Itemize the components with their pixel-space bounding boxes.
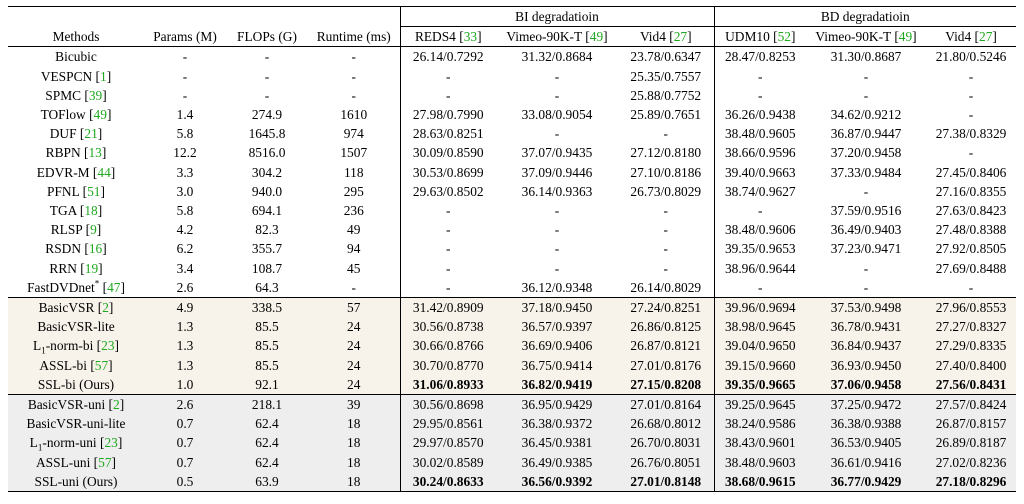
- bd-vimeo-cell: -: [863, 279, 869, 295]
- bd-udm10-cell: 39.35/0.9653: [714, 239, 806, 258]
- bd-vimeo-cell: 36.84/0.9437: [806, 336, 926, 355]
- params-cell: 3.0: [176, 183, 194, 199]
- method-name-cell: $L_1-norm$-uni [23]: [8, 433, 144, 452]
- bd-vid4-cell: 21.80/0.5246: [935, 49, 1007, 65]
- method-name-cell: Bicubic: [55, 49, 97, 65]
- bd-udm10-cell: -: [714, 67, 806, 86]
- bd-vid4-cell: 27.38/0.8329: [935, 126, 1007, 142]
- results-table: [8, 6, 1016, 492]
- bd-vimeo-cell: 36.61/0.9416: [806, 453, 926, 472]
- citation-link[interactable]: 23: [104, 435, 118, 451]
- params-cell: 5.8: [176, 203, 194, 219]
- flops-cell: 338.5: [226, 298, 308, 318]
- table-row: [8, 105, 1016, 124]
- flops-cell: 274.9: [251, 107, 283, 123]
- runtime-cell: 18: [308, 433, 400, 452]
- col-params: Params (M): [144, 27, 226, 47]
- table-row: [8, 143, 1016, 162]
- flops-cell: 218.1: [226, 395, 308, 415]
- bi-vid4-cell: 26.87/0.8121: [618, 336, 714, 355]
- params-cell: 3.4: [176, 260, 194, 276]
- bi-vimeo-cell: -: [554, 87, 560, 103]
- bi-vid4-cell: 27.01/0.8148: [618, 472, 714, 492]
- params-cell: 0.7: [144, 414, 226, 433]
- citation-link[interactable]: 57: [94, 357, 109, 373]
- bd-vid4-cell: -: [968, 87, 974, 103]
- bi-vid4-cell: 25.35/0.7557: [630, 68, 702, 84]
- bi-vid4-cell: -: [663, 260, 668, 276]
- citation-link[interactable]: 47: [107, 279, 121, 295]
- runtime-cell: 24: [308, 375, 400, 395]
- method-name-cell: SPMC [39]: [45, 87, 107, 103]
- table-row: [8, 182, 1016, 201]
- citation-link[interactable]: 39: [88, 87, 103, 103]
- flops-cell: -: [264, 68, 270, 84]
- flops-cell: 8516.0: [248, 145, 286, 161]
- col-bd-vimeo: Vimeo-90K-T [49]: [806, 27, 926, 47]
- citation-link[interactable]: 2: [102, 300, 109, 316]
- method-name-cell: SSL-uni (Ours): [8, 472, 144, 492]
- table-row: [8, 86, 1016, 105]
- method-name-cell: FastDVDnet* [47]: [27, 278, 125, 295]
- bi-vimeo-cell: 36.82/0.9419: [496, 375, 618, 395]
- flops-cell: 940.0: [251, 183, 283, 199]
- bi-vid4-cell: 27.12/0.8180: [630, 145, 702, 161]
- bd-vimeo-cell: 37.59/0.9516: [830, 203, 902, 219]
- bi-reds4-cell: 30.56/0.8698: [400, 395, 496, 415]
- citation-link[interactable]: 44: [97, 164, 111, 180]
- bi-reds4-cell: 30.09/0.8590: [400, 143, 496, 162]
- runtime-cell: 49: [347, 222, 361, 238]
- bi-vimeo-cell: 36.57/0.9397: [496, 317, 618, 336]
- runtime-cell: 94: [347, 241, 361, 257]
- citation-link[interactable]: 21: [84, 126, 98, 142]
- method-name-cell: SSL-bi (Ours): [8, 375, 144, 395]
- bd-vimeo-cell: -: [863, 68, 869, 84]
- runtime-cell: -: [351, 68, 356, 84]
- bi-reds4-cell: 30.02/0.8589: [400, 453, 496, 472]
- bd-vimeo-cell: 37.53/0.9498: [806, 298, 926, 318]
- bi-vimeo-cell: 37.07/0.9435: [521, 145, 593, 161]
- method-name-cell: EDVR-M [44]: [36, 164, 116, 180]
- table-row: [8, 278, 1016, 298]
- bd-vid4-cell: -: [968, 279, 974, 295]
- bd-vimeo-cell: 36.53/0.9405: [806, 433, 926, 452]
- bi-vid4-cell: 27.01/0.8176: [618, 356, 714, 375]
- bi-reds4-cell: -: [400, 220, 496, 239]
- citation-link[interactable]: 23: [101, 338, 115, 354]
- runtime-cell: 236: [343, 203, 364, 219]
- bi-vid4-cell: 26.73/0.8029: [630, 183, 702, 199]
- method-name-cell: RLSP [9]: [50, 222, 102, 238]
- method-name-cell: RSDN [16]: [45, 241, 107, 257]
- bd-vimeo-cell: 37.33/0.9484: [830, 164, 902, 180]
- flops-cell: 85.5: [226, 356, 308, 375]
- bi-vimeo-cell: -: [554, 241, 560, 257]
- bi-vimeo-cell: -: [554, 260, 560, 276]
- bi-group-header: BI degradatioin: [400, 7, 714, 27]
- bd-udm10-cell: 28.47/0.8253: [714, 47, 806, 67]
- citation-link[interactable]: 49: [93, 107, 107, 123]
- bd-vid4-cell: 27.02/0.8236: [926, 453, 1016, 472]
- bi-vid4-cell: 27.24/0.8251: [618, 298, 714, 318]
- bi-reds4-cell: -: [400, 239, 496, 258]
- bi-reds4-cell: 29.97/0.8570: [400, 433, 496, 452]
- bi-reds4-cell: 30.53/0.8699: [400, 163, 496, 182]
- table-row: [8, 259, 1016, 278]
- table-row: [8, 163, 1016, 182]
- bi-vimeo-cell: 36.14/0.9363: [521, 183, 593, 199]
- bi-vid4-cell: -: [663, 126, 668, 142]
- flops-cell: -: [264, 87, 270, 103]
- uni-variant-row: [8, 472, 1016, 492]
- bi-vimeo-cell: 36.49/0.9385: [496, 453, 618, 472]
- bd-vimeo-cell: 31.30/0.8687: [830, 49, 902, 65]
- method-name-cell: ASSL-bi [57]: [8, 356, 144, 375]
- params-cell: -: [182, 68, 188, 84]
- bd-vimeo-cell: 36.78/0.9431: [806, 317, 926, 336]
- bd-vid4-cell: 26.87/0.8157: [926, 414, 1016, 433]
- bi-reds4-cell: 26.14/0.7292: [400, 47, 496, 67]
- col-methods: Methods: [8, 27, 144, 47]
- bd-vid4-cell: 27.63/0.8423: [935, 203, 1007, 219]
- citation-link[interactable]: 9: [90, 222, 97, 238]
- bd-vimeo-cell: 36.93/0.9450: [806, 356, 926, 375]
- runtime-cell: -: [351, 49, 356, 65]
- bd-group-header: BD degradatioin: [714, 7, 1016, 27]
- bd-vid4-cell: 27.48/0.8388: [935, 222, 1007, 238]
- bi-reds4-cell: 29.63/0.8502: [400, 182, 496, 201]
- bi-vid4-cell: 27.15/0.8208: [618, 375, 714, 395]
- bi-vid4-cell: -: [663, 222, 668, 238]
- bi-variant-row: [8, 356, 1016, 375]
- params-cell: 1.4: [176, 107, 194, 123]
- bd-vid4-cell: 27.18/0.8296: [926, 472, 1016, 492]
- citation-link[interactable]: 19: [84, 260, 99, 276]
- method-name-cell: VESPCN [1]: [40, 68, 112, 84]
- runtime-cell: 295: [343, 183, 364, 199]
- table-row: [8, 201, 1016, 220]
- runtime-cell: 24: [308, 317, 400, 336]
- table-row: [8, 67, 1016, 86]
- bd-udm10-cell: 36.26/0.9438: [714, 105, 806, 124]
- bd-vid4-cell: 27.69/0.8488: [935, 260, 1007, 276]
- col-bi-vid4: Vid4 [27]: [618, 27, 714, 47]
- bi-vimeo-cell: 37.18/0.9450: [496, 298, 618, 318]
- runtime-cell: 24: [308, 336, 400, 355]
- bd-udm10-cell: 39.25/0.9645: [714, 395, 806, 415]
- method-name-cell: DUF [21]: [49, 126, 103, 142]
- col-bi-vimeo: Vimeo-90K-T [49]: [496, 27, 618, 47]
- bd-udm10-cell: 38.48/0.9603: [714, 453, 806, 472]
- runtime-cell: 974: [343, 126, 364, 142]
- table-row: [8, 239, 1016, 258]
- citation-link[interactable]: 51: [87, 183, 101, 199]
- flops-cell: 304.2: [251, 164, 283, 180]
- bd-udm10-cell: 38.98/0.9645: [714, 317, 806, 336]
- uni-variant-row: [8, 453, 1016, 472]
- flops-cell: 63.9: [226, 472, 308, 492]
- bi-vid4-cell: 26.76/0.8051: [618, 453, 714, 472]
- params-cell: 0.7: [144, 453, 226, 472]
- bi-vimeo-cell: 36.69/0.9406: [496, 336, 618, 355]
- bd-vimeo-cell: -: [863, 260, 869, 276]
- bd-udm10-cell: 39.15/0.9660: [714, 356, 806, 375]
- runtime-cell: 45: [347, 260, 361, 276]
- bi-vid4-cell: 23.78/0.6347: [630, 49, 702, 65]
- params-cell: 4.9: [144, 298, 226, 318]
- runtime-cell: 1507: [340, 145, 368, 161]
- table-row: [8, 220, 1016, 239]
- bi-reds4-cell: 30.56/0.8738: [400, 317, 496, 336]
- flops-cell: 92.1: [226, 375, 308, 395]
- bd-vid4-cell: 27.92/0.8505: [935, 241, 1007, 257]
- params-cell: 1.3: [144, 317, 226, 336]
- method-name-cell: BasicVSR [2]: [8, 298, 144, 318]
- bd-udm10-cell: 39.96/0.9694: [714, 298, 806, 318]
- bd-udm10-cell: -: [714, 201, 806, 220]
- bd-udm10-cell: 38.48/0.9606: [714, 220, 806, 239]
- bi-vid4-cell: 26.14/0.8029: [630, 279, 702, 295]
- bd-vimeo-cell: 37.25/0.9472: [806, 395, 926, 415]
- bi-vimeo-cell: 36.95/0.9429: [496, 395, 618, 415]
- bd-vimeo-cell: 36.77/0.9429: [806, 472, 926, 492]
- bd-udm10-cell: 38.48/0.9605: [714, 124, 806, 143]
- bi-variant-row: [8, 336, 1016, 355]
- bd-udm10-cell: -: [714, 86, 806, 105]
- bd-vimeo-cell: -: [863, 87, 869, 103]
- runtime-cell: 118: [343, 164, 364, 180]
- citation-link[interactable]: 2: [113, 397, 120, 413]
- bi-reds4-cell: 31.42/0.8909: [400, 298, 496, 318]
- bi-vid4-cell: 25.88/0.7752: [630, 87, 702, 103]
- bd-vid4-cell: -: [968, 107, 974, 123]
- bi-vid4-cell: 26.70/0.8031: [618, 433, 714, 452]
- runtime-cell: 1610: [340, 107, 368, 123]
- runtime-cell: -: [351, 279, 356, 295]
- bi-reds4-cell: 30.70/0.8770: [400, 356, 496, 375]
- group-header-row: [8, 7, 1016, 27]
- method-name-cell: PFNL [51]: [47, 183, 105, 199]
- method-name-cell: ASSL-uni [57]: [8, 453, 144, 472]
- params-cell: 1.0: [144, 375, 226, 395]
- runtime-cell: 18: [308, 414, 400, 433]
- bd-vid4-cell: 27.56/0.8431: [926, 375, 1016, 395]
- bd-vimeo-cell: 34.62/0.9212: [830, 107, 902, 123]
- bi-vimeo-cell: 36.45/0.9381: [496, 433, 618, 452]
- bi-reds4-cell: 31.06/0.8933: [400, 375, 496, 395]
- citation-link[interactable]: 18: [84, 203, 98, 219]
- flops-cell: 62.4: [226, 453, 308, 472]
- bd-udm10-cell: 39.04/0.9650: [714, 336, 806, 355]
- uni-variant-row: [8, 395, 1016, 415]
- flops-cell: 64.3: [255, 279, 279, 295]
- params-cell: 2.6: [144, 395, 226, 415]
- uni-variant-row: [8, 414, 1016, 433]
- table-row: [8, 47, 1016, 67]
- method-name-cell: BasicVSR-uni-lite: [8, 414, 144, 433]
- bi-vimeo-cell: -: [554, 203, 560, 219]
- bd-vid4-cell: -: [968, 68, 974, 84]
- method-name-cell: RRN [19]: [49, 260, 103, 276]
- flops-cell: 355.7: [251, 241, 283, 257]
- params-cell: 12.2: [173, 145, 197, 161]
- runtime-cell: 24: [308, 356, 400, 375]
- runtime-cell: 18: [308, 472, 400, 492]
- bd-vimeo-cell: 37.23/0.9471: [830, 241, 902, 257]
- bi-vid4-cell: -: [663, 241, 668, 257]
- method-name-cell: $L_1-norm-bi$ [23]: [8, 336, 144, 355]
- bi-reds4-cell: 30.24/0.8633: [400, 472, 496, 492]
- bi-reds4-cell: 27.98/0.7990: [400, 105, 496, 124]
- bd-vimeo-cell: 36.38/0.9388: [806, 414, 926, 433]
- col-runtime: Runtime (ms): [308, 27, 400, 47]
- bd-udm10-cell: -: [714, 278, 806, 298]
- bi-variant-row: [8, 375, 1016, 395]
- bd-vid4-cell: 27.57/0.8424: [926, 395, 1016, 415]
- bd-udm10-cell: 38.96/0.9644: [714, 259, 806, 278]
- bi-vimeo-cell: -: [554, 222, 560, 238]
- flops-cell: 108.7: [251, 260, 283, 276]
- bi-vimeo-cell: 31.32/0.8684: [521, 49, 593, 65]
- params-cell: 6.2: [176, 241, 194, 257]
- flops-cell: 85.5: [226, 336, 308, 355]
- bi-vimeo-cell: 36.12/0.9348: [521, 279, 593, 295]
- bi-reds4-cell: -: [400, 201, 496, 220]
- bd-vid4-cell: 27.29/0.8335: [926, 336, 1016, 355]
- bd-vimeo-cell: -: [863, 183, 869, 199]
- runtime-cell: 39: [308, 395, 400, 415]
- bd-vimeo-cell: 36.49/0.9403: [830, 222, 902, 238]
- bd-vid4-cell: 27.96/0.8553: [926, 298, 1016, 318]
- runtime-cell: -: [351, 87, 356, 103]
- params-cell: 4.2: [176, 222, 194, 238]
- params-cell: 5.8: [176, 126, 194, 142]
- bd-udm10-cell: 38.66/0.9596: [714, 143, 806, 162]
- bd-udm10-cell: 38.43/0.9601: [714, 433, 806, 452]
- citation-link[interactable]: 57: [98, 454, 112, 470]
- bd-vid4-cell: 26.89/0.8187: [926, 433, 1016, 452]
- method-name-cell: TGA [18]: [49, 203, 103, 219]
- bi-vimeo-cell: 37.09/0.9446: [521, 164, 593, 180]
- method-name-cell: BasicVSR-lite: [8, 317, 144, 336]
- method-name-cell: TOFlow [49]: [40, 107, 112, 123]
- uni-variant-row: [8, 433, 1016, 452]
- bi-vid4-cell: 26.68/0.8012: [618, 414, 714, 433]
- bi-vid4-cell: 27.01/0.8164: [618, 395, 714, 415]
- bd-udm10-cell: 39.40/0.9663: [714, 163, 806, 182]
- bi-vimeo-cell: 33.08/0.9054: [521, 107, 593, 123]
- citation-link[interactable]: 13: [88, 145, 102, 161]
- bi-vid4-cell: 27.10/0.8186: [630, 164, 702, 180]
- bi-vimeo-cell: 36.75/0.9414: [496, 356, 618, 375]
- bd-udm10-cell: 38.74/0.9627: [714, 182, 806, 201]
- bi-vid4-cell: -: [663, 203, 668, 219]
- bd-udm10-cell: 38.68/0.9615: [714, 472, 806, 492]
- table-row: [8, 124, 1016, 143]
- flops-cell: 1645.8: [248, 126, 286, 142]
- bi-variant-row: [8, 298, 1016, 318]
- bi-vimeo-cell: 36.56/0.9392: [496, 472, 618, 492]
- bd-vid4-cell: 27.45/0.8406: [935, 164, 1007, 180]
- bi-vimeo-cell: -: [554, 126, 560, 142]
- flops-cell: 85.5: [226, 317, 308, 336]
- flops-cell: 694.1: [251, 203, 283, 219]
- bi-reds4-cell: -: [400, 259, 496, 278]
- col-flops: FLOPs (G): [226, 27, 308, 47]
- method-name-cell: BasicVSR-uni [2]: [8, 395, 144, 415]
- bi-variant-row: [8, 317, 1016, 336]
- bd-udm10-cell: 38.24/0.9586: [714, 414, 806, 433]
- params-cell: 2.6: [176, 279, 194, 295]
- bi-vid4-cell: 26.86/0.8125: [618, 317, 714, 336]
- col-bi-reds4: REDS4 [33]: [400, 27, 496, 47]
- bd-vid4-cell: 27.16/0.8355: [935, 183, 1007, 199]
- flops-cell: 82.3: [255, 222, 279, 238]
- citation-link[interactable]: 16: [88, 241, 103, 257]
- bd-vimeo-cell: 36.87/0.9447: [830, 126, 902, 142]
- params-cell: -: [182, 87, 188, 103]
- bd-vid4-cell: 27.27/0.8327: [926, 317, 1016, 336]
- flops-cell: 62.4: [226, 433, 308, 452]
- col-bd-udm10: UDM10 [52]: [714, 27, 806, 47]
- bi-reds4-cell: 28.63/0.8251: [400, 124, 496, 143]
- flops-cell: -: [264, 49, 270, 65]
- bd-vimeo-cell: 37.20/0.9458: [830, 145, 902, 161]
- bi-reds4-cell: 29.95/0.8561: [400, 414, 496, 433]
- params-cell: 0.5: [144, 472, 226, 492]
- bi-reds4-cell: -: [400, 86, 496, 105]
- bd-vid4-cell: 27.40/0.8400: [926, 356, 1016, 375]
- bd-udm10-cell: 39.35/0.9665: [714, 375, 806, 395]
- results-table-container: [8, 6, 1016, 492]
- bi-vimeo-cell: 36.38/0.9372: [496, 414, 618, 433]
- flops-cell: 62.4: [226, 414, 308, 433]
- params-cell: 3.3: [176, 164, 194, 180]
- bd-vimeo-cell: 37.06/0.9458: [806, 375, 926, 395]
- bi-reds4-cell: 30.66/0.8766: [400, 336, 496, 355]
- bd-vid4-cell: -: [968, 145, 974, 161]
- column-header-row: [8, 27, 1016, 47]
- method-name-cell: RBPN [13]: [45, 145, 107, 161]
- params-cell: -: [182, 49, 188, 65]
- runtime-cell: 18: [308, 453, 400, 472]
- citation-link[interactable]: 1: [100, 68, 107, 84]
- runtime-cell: 57: [308, 298, 400, 318]
- params-cell: 1.3: [144, 356, 226, 375]
- params-cell: 1.3: [144, 336, 226, 355]
- bi-vid4-cell: 25.89/0.7651: [630, 107, 702, 123]
- bi-vimeo-cell: -: [554, 68, 560, 84]
- bi-reds4-cell: -: [400, 278, 496, 298]
- bi-reds4-cell: -: [400, 67, 496, 86]
- params-cell: 0.7: [144, 433, 226, 452]
- col-bd-vid4: Vid4 [27]: [926, 27, 1016, 47]
